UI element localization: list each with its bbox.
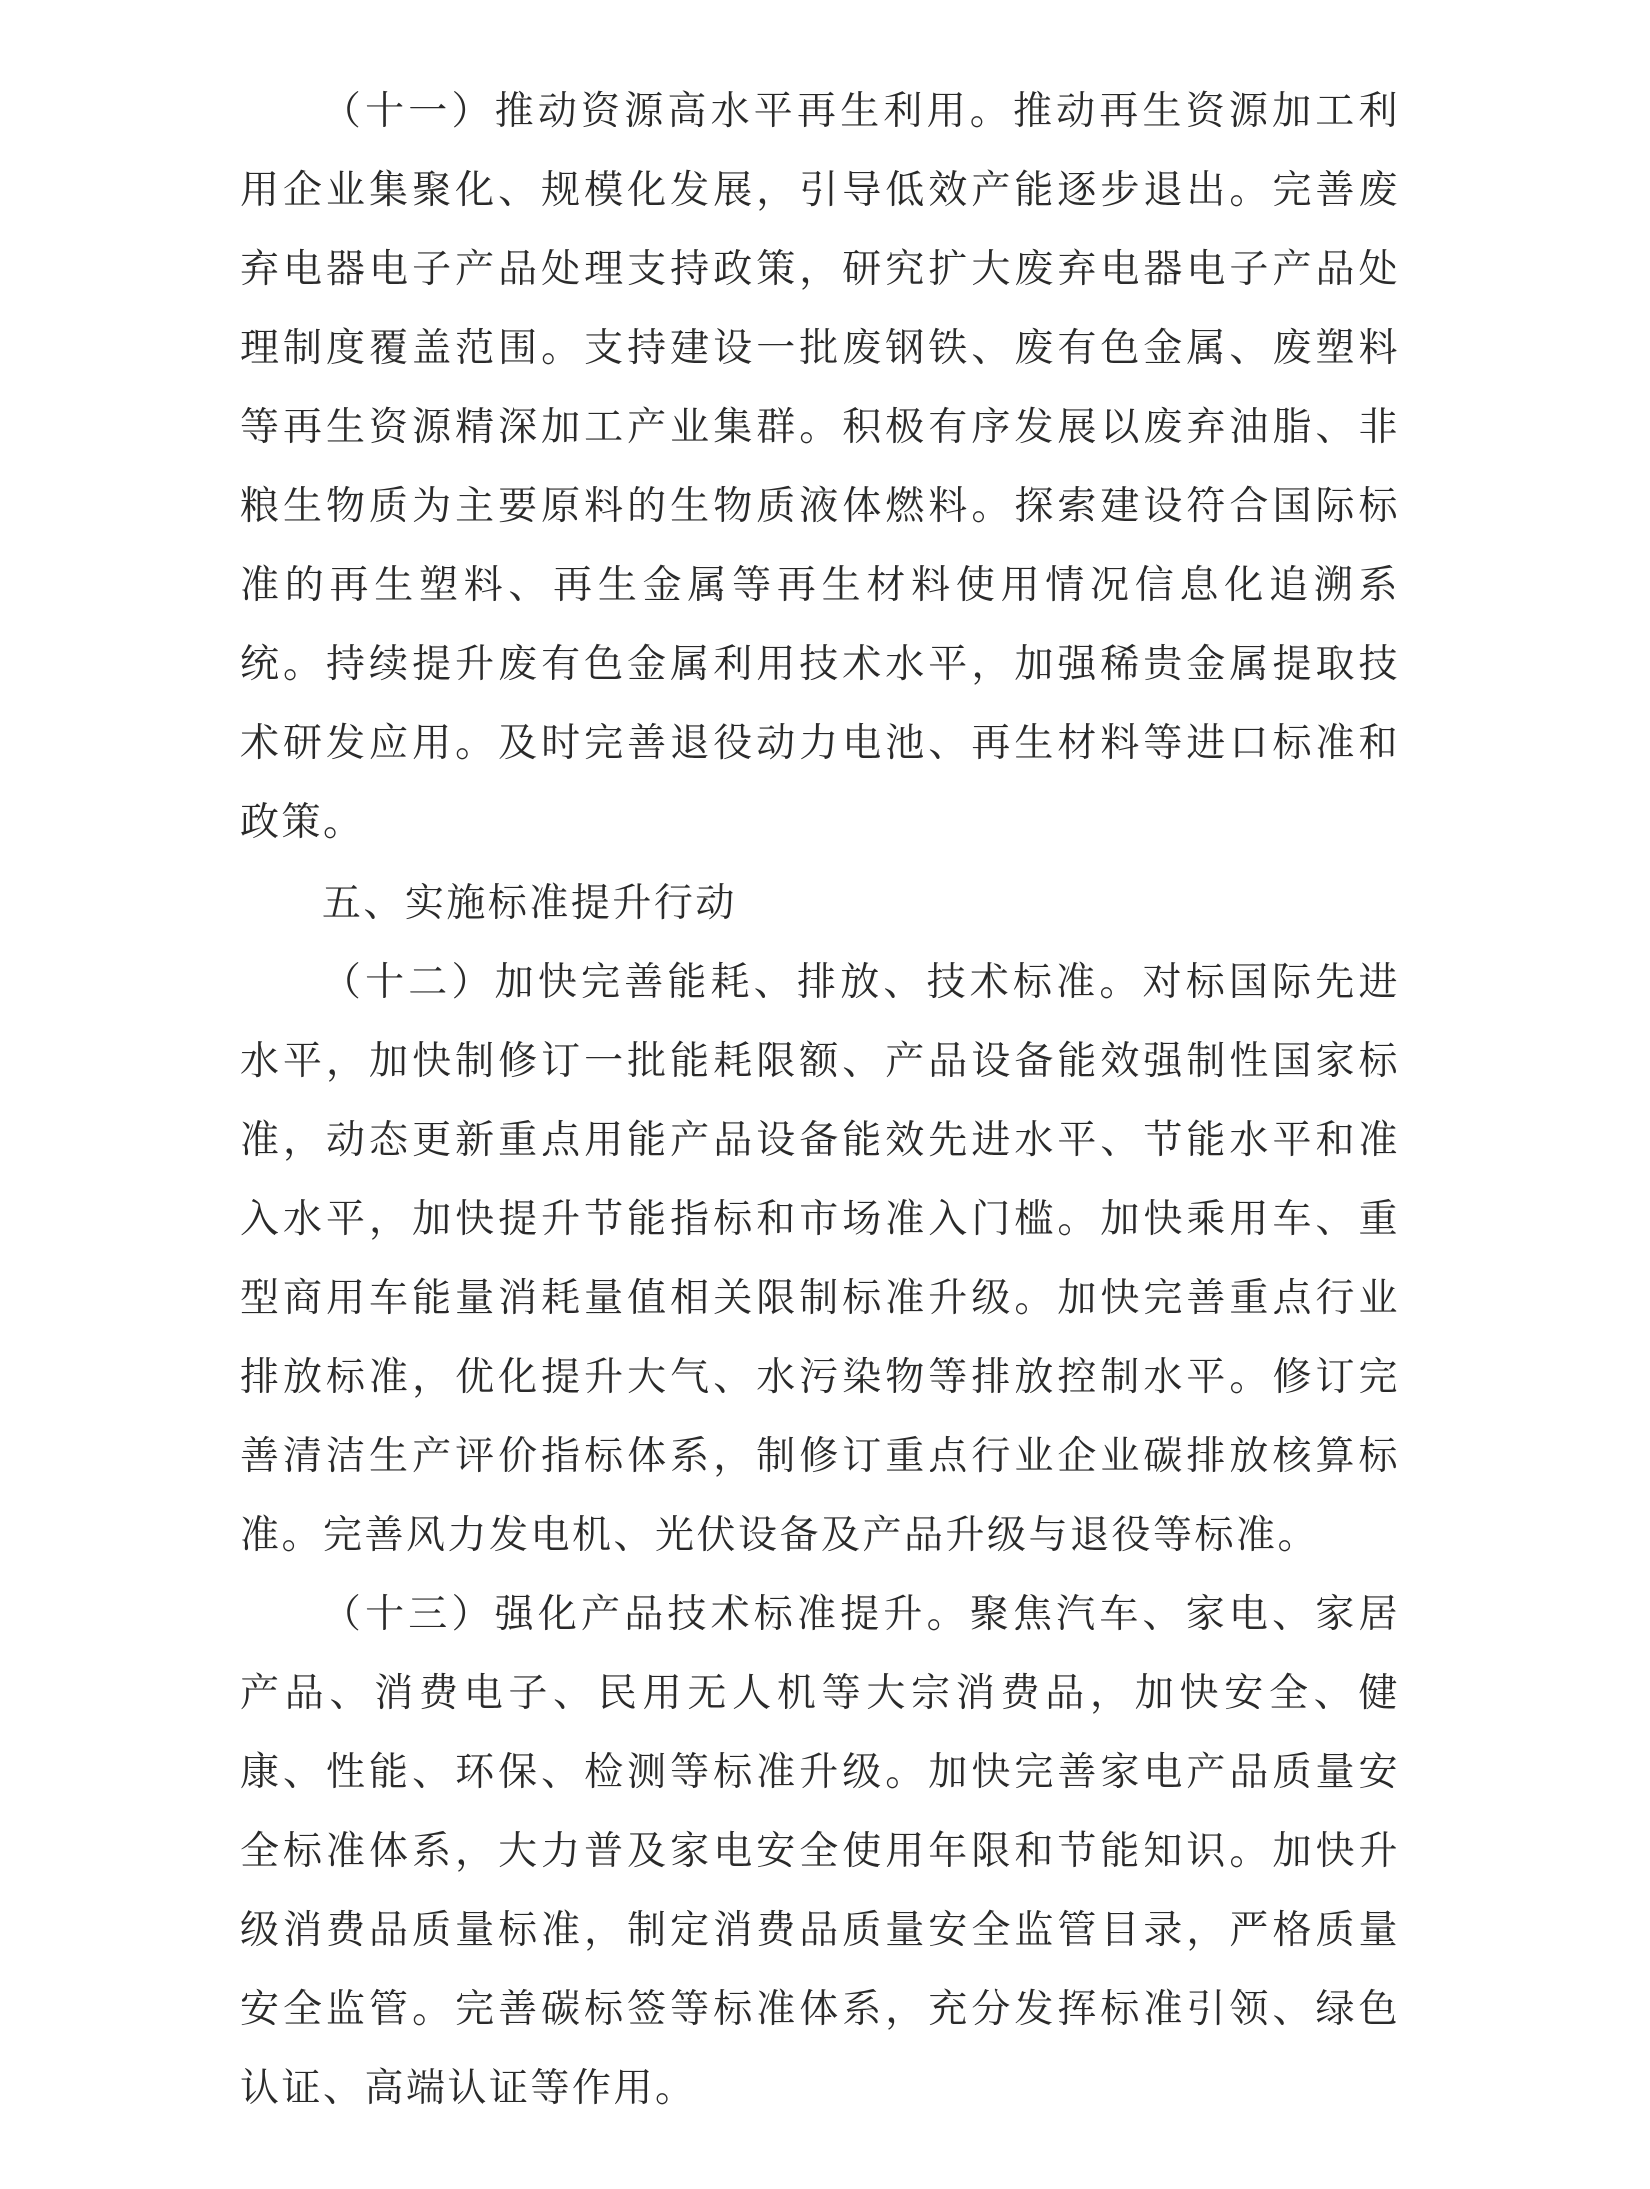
paragraph-13: （十三）强化产品技术标准提升。聚焦汽车、家电、家居产品、消费电子、民用无人机等大宗消费品，加快安全、健康、性能、环保、检测等标准升级。加快完善家电产品质量安全标准体系，大力普及家电安全使用年限和节能知识。加快升级消费品质量标准，制定消费品质量安全监管目录，严格质量安全监管。完善碳标签等标准体系，充分发挥标准引领、绿色认证、高端认证等作用。 — [240, 1592, 1400, 2111]
section-heading-5: 五、实施标准提升行动 — [321, 881, 737, 926]
document-body — [240, 72, 1400, 2128]
paragraph-11: （十一）推动资源高水平再生利用。推动再生资源加工利用企业集聚化、规模化发展，引导低效产能逐步退出。完善废弃电器电子产品处理支持政策，研究扩大废弃电器电子产品处理制度覆盖范围。支持建设一批废钢铁、废有色金属、废塑料等再生资源精深加工产业集群。积极有序发展以废弃油脂、非粮生物质为主要原料的生物质液体燃料。探索建设符合国际标准的再生塑料、再生金属等再生材料使用情况信息化追溯系统。持续提升废有色金属利用技术水平，加强稀贵金属提取技术研发应用。及时完善退役动力电池、再生材料等进口标准和政策。 — [240, 89, 1400, 845]
paragraph-12: （十二）加快完善能耗、排放、技术标准。对标国际先进水平，加快制修订一批能耗限额、产品设备能效强制性国家标准，动态更新重点用能产品设备能效先进水平、节能水平和准入水平，加快提升节能指标和市场准入门槛。加快乘用车、重型商用车能量消耗量值相关限制标准升级。加快完善重点行业排放标准，优化提升大气、水污染物等排放控制水平。修订完善清洁生产评价指标体系，制修订重点行业企业碳排放核算标准。完善风力发电机、光伏设备及产品升级与退役等标准。 — [240, 960, 1400, 1558]
